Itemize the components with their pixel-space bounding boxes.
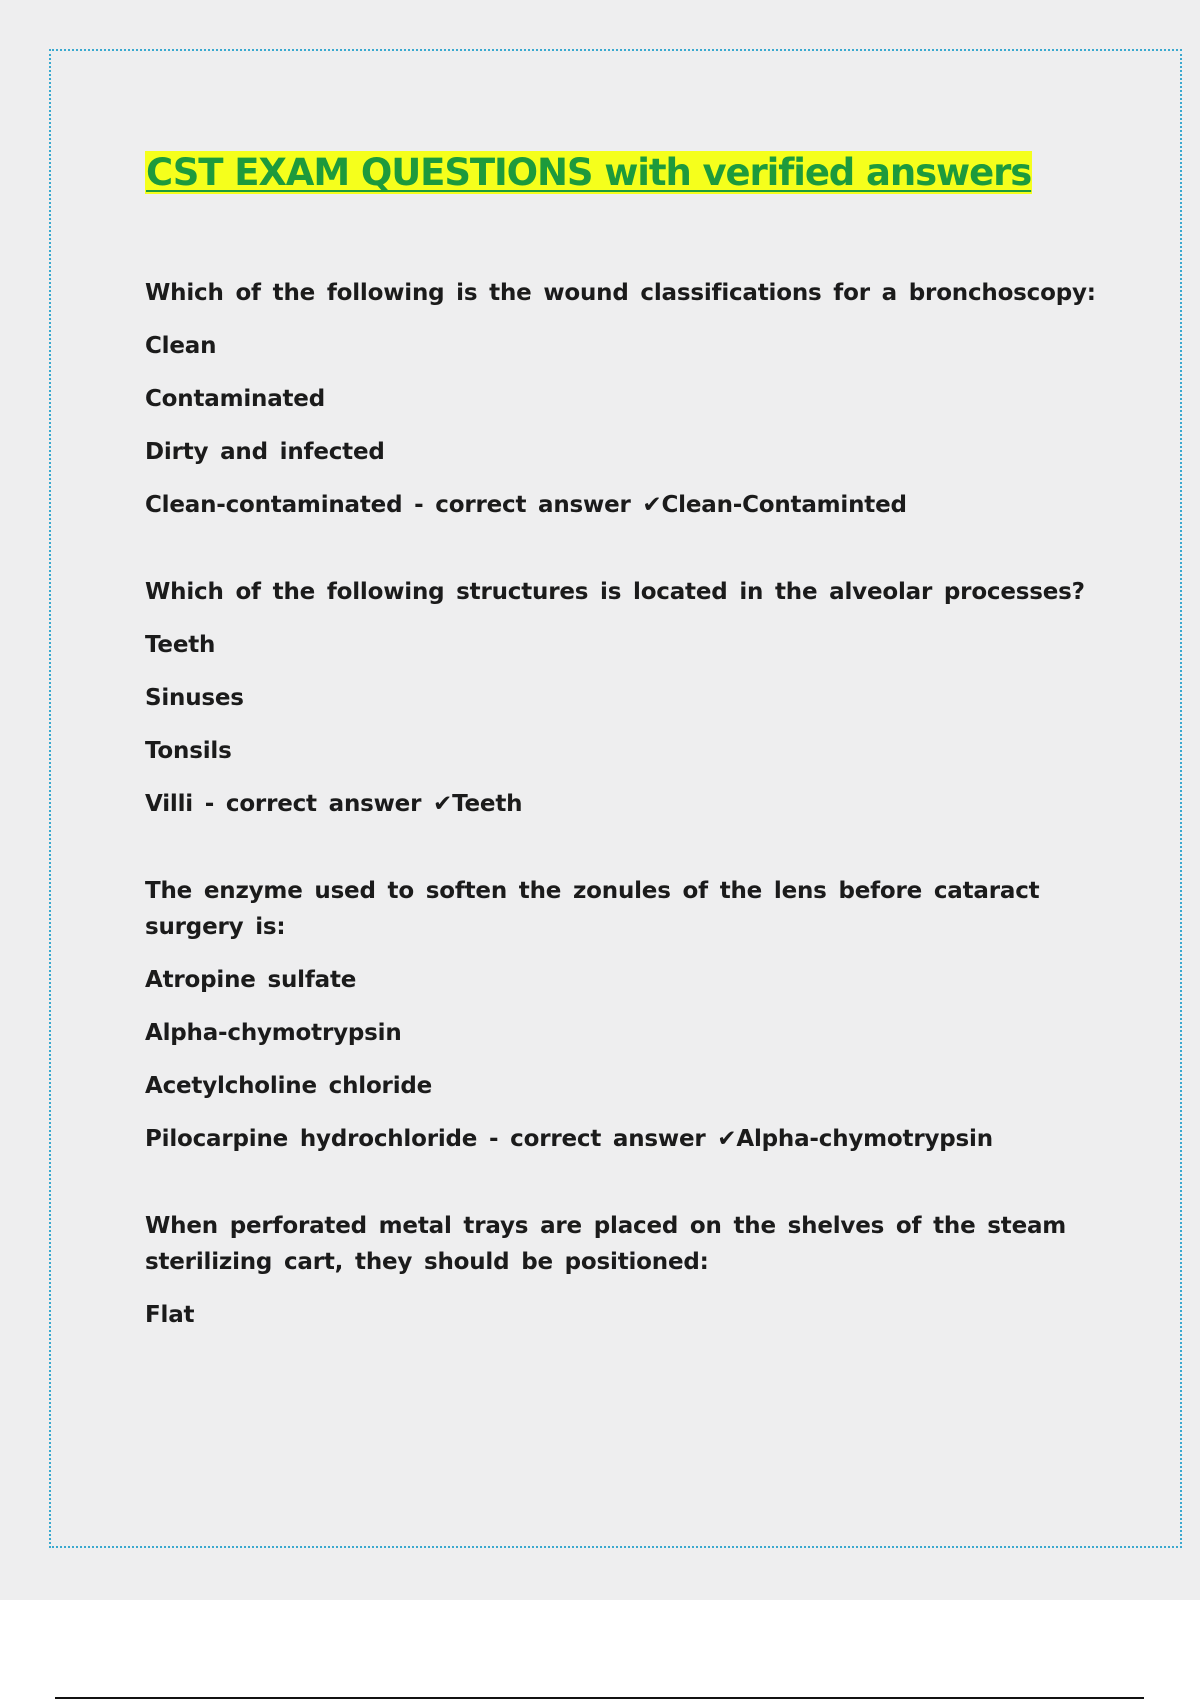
- document-title-text: CST EXAM QUESTIONS with verified answers: [146, 151, 1032, 194]
- question-text: Which of the following structures is located in the alveolar processes?: [145, 579, 1085, 605]
- question-4: [145, 1208, 1080, 1333]
- answer-option: Dirty and infected: [145, 439, 385, 465]
- footer-divider: [55, 1697, 1144, 1699]
- question-3: [145, 873, 1080, 1157]
- answer-option: Alpha-chymotrypsin: [145, 1020, 402, 1046]
- answer-option: Contaminated: [145, 386, 325, 412]
- question-text: When perforated metal trays are placed on the shelves of the steam sterilizing cart, they should be positioned:: [145, 1213, 1067, 1275]
- answer-line: Pilocarpine hydrochloride - correct answer ✔Alpha-chymotrypsin: [145, 1126, 993, 1152]
- question-text: Which of the following is the wound classifications for a bronchoscopy:: [145, 280, 1096, 306]
- answer-option: Flat: [145, 1302, 195, 1328]
- answer-option: Sinuses: [145, 685, 244, 711]
- answer-option: Acetylcholine chloride: [145, 1073, 433, 1099]
- question-text: The enzyme used to soften the zonules of the lens before cataract surgery is:: [145, 878, 1040, 940]
- question-2: [145, 574, 1085, 822]
- answer-option: Tonsils: [145, 738, 232, 764]
- question-list: [145, 275, 1096, 1384]
- answer-option: Teeth: [145, 632, 216, 658]
- question-1: [145, 275, 1096, 523]
- answer-option: Clean: [145, 333, 217, 359]
- answer-line: Clean-contaminated - correct answer ✔Clean-Contaminted: [145, 492, 907, 518]
- document-title: [145, 145, 1032, 201]
- answer-option: Atropine sulfate: [145, 967, 357, 993]
- answer-line: Villi - correct answer ✔Teeth: [145, 791, 523, 817]
